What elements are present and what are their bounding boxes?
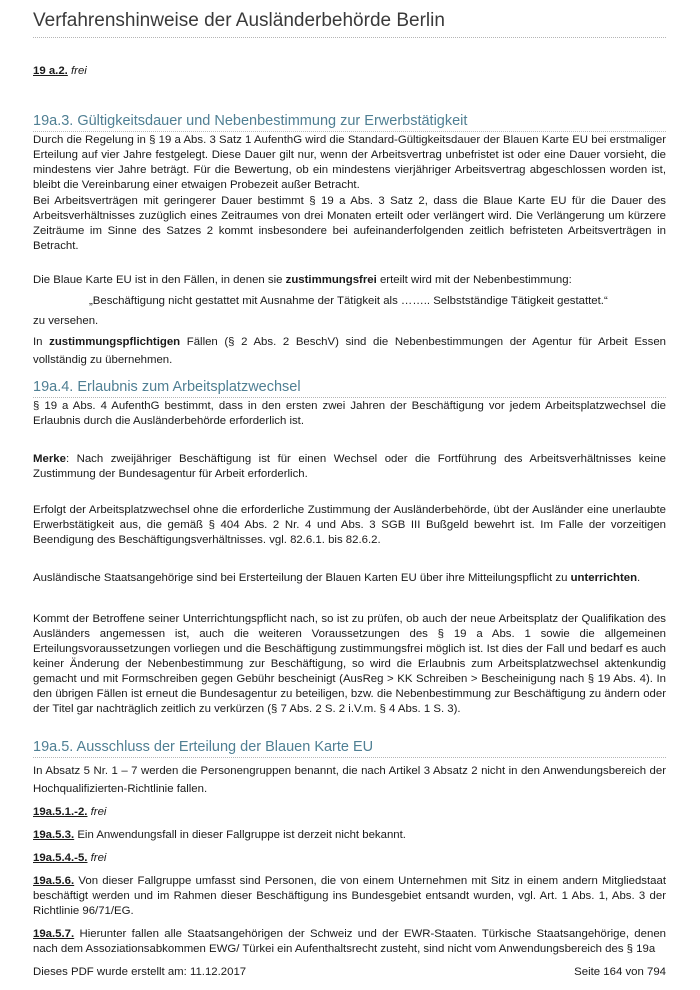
paragraph: zu versehen. xyxy=(33,315,99,327)
paragraph: § 19 a Abs. 4 AufenthG bestimmt, dass in den ersten zwei Jahren der Beschäftigung vor jedem Arbeitsplatzwechsel die Erlaubnis durch die Ausländerbehörde erforderlich ist. xyxy=(33,400,666,427)
paragraph: In zustimmungspflichtigen Fällen (§ 2 Abs. 2 BeschV) sind die Nebenbestimmungen der Agentur für Arbeit Essen vollständig zu übernehmen. xyxy=(33,336,666,366)
list-item: 19a.5.4.-5. frei xyxy=(33,852,107,864)
paragraph: In Absatz 5 Nr. 1 – 7 werden die Personengruppen benannt, die nach Artikel 3 Absatz 2 nicht in den Anwendungsbereich der Hochqualifizierten-Richtlinie fallen. xyxy=(33,765,666,795)
section-19a2 xyxy=(33,64,666,79)
quoted-restriction: „Beschäftigung nicht gestattet mit Ausnahme der Tätigkeit als …….. Selbstständige Tätigkeit gestattet.“ xyxy=(89,295,608,307)
section-number: 19 a.2. xyxy=(33,65,68,77)
paragraph: Ausländische Staatsangehörige sind bei Ersterteilung der Blauen Karten EU über ihre Mitteilungspflicht zu unterrichten. xyxy=(33,572,641,584)
section-heading-19a5: 19a.5. Ausschluss der Erteilung der Blauen Karte EU xyxy=(33,739,666,758)
paragraph: Durch die Regelung in § 19 a Abs. 3 Satz 1 AufenthG wird die Standard-Gültigkeitsdauer der Blauen Karte EU bei erstmaliger Erteilung auf vier Jahre festgelegt. Diese Dauer gilt nur, wenn der Arbeitsvertrag unbefristet ist oder eine Dauer vorsieht, die mindestens vier Jahre beträgt. Für die Bewertung, ob ein mindestens vierjähriger Arbeitsvertrag abgeschlossen worden ist, bleibt die Vereinbarung einer etwaigen Probezeit außer Betracht. xyxy=(33,134,666,191)
section-heading-19a4: 19a.4. Erlaubnis zum Arbeitsplatzwechsel xyxy=(33,379,666,398)
creation-date: Dieses PDF wurde erstellt am: 11.12.2017 xyxy=(33,966,247,978)
document-title: Verfahrenshinweise der Ausländerbehörde Berlin xyxy=(33,10,666,38)
list-item: 19a.5.6. Von dieser Fallgruppe umfasst sind Personen, die von einem Unternehmen mit Sitz in einem andern Mitgliedstaat beschäftigt werden und im Rahmen dieser Beschäftigung ins Bundesgebiet entsandt wurden, vgl. Art. 1 Abs. 1, Abs. 3 der Richtlinie 96/71/EG. xyxy=(33,875,666,917)
paragraph: Erfolgt der Arbeitsplatzwechsel ohne die erforderliche Zustimmung der Ausländerbehörde, übt der Ausländer eine unerlaubte Erwerbstätigkeit aus, die gemäß § 404 Abs. 2 Nr. 4 und Abs. 3 SGB III Bußgeld bewehrt ist. Im Falle der vorzeitigen Beendigung des Beschäftigungsverhältnisses. vgl. 82.6.1. bis 82.6.2. xyxy=(33,504,666,546)
section-text: frei xyxy=(71,65,87,77)
section-heading-19a3: 19a.3. Gültigkeitsdauer und Nebenbestimmung zur Erwerbstätigkeit xyxy=(33,113,666,132)
paragraph: Kommt der Betroffene seiner Unterrichtungspflicht nach, so ist zu prüfen, ob auch der neue Arbeitsplatz der Qualifikation des Ausländers angemessen ist, auch die weiteren Voraussetzungen des § 19 a Abs. 1 sowie die allgemeinen Erteilungsvoraussetzungen vorliegen und die Beschäftigung zustimmungsfrei möglich ist. Ist dies der Fall und bedarf es auch keiner Änderung der Nebenbestimmung zur Beschäftigung, so wird die Erlaubnis zum Arbeitsplatzwechsel aktenkundig gemacht und mit Formschreiben gegen Gebühr bescheinigt (AusReg > KK Schreiben > Bescheinigung nach § 19 Abs. 4). In den übrigen Fällen ist erneut die Bundesagentur zu beteiligen, bzw. die Nebenbestimmung zur Beschäftigung zu ändern oder der Titel gar nachträglich zeitlich zu verkürzen (§ 7 Abs. 2 S. 2 i.V.m. § 4 Abs. 1 S. 3). xyxy=(33,613,666,715)
list-item: 19a.5.1.-2. frei xyxy=(33,806,107,818)
paragraph: Bei Arbeitsverträgen mit geringerer Dauer bestimmt § 19 a Abs. 3 Satz 2, dass die Blaue Karte EU für die Dauer des Arbeitsverhältnisses zuzüglich eines Zeitraumes von drei Monaten erteilt oder verlängert wird. Die Verlängerung um kürzere Zeiträume im Sinne des Satzes 2 kommt insbesondere bei aufeinanderfolgenden zeitlich befristeten Arbeitsverträgen in Betracht. xyxy=(33,195,666,252)
paragraph: Merke: Nach zweijähriger Beschäftigung ist für einen Wechsel oder die Fortführung des Arbeitsverhältnisses keine Zustimmung der Bundesagentur für Arbeit erforderlich. xyxy=(33,453,666,480)
list-item: 19a.5.7. Hierunter fallen alle Staatsangehörigen der Schweiz und der EWR-Staaten. Türkische Staatsangehörige, denen nach dem Assoziationsabkommen EWG/ Türkei ein Aufenthaltsrecht zusteht, sind nicht vom Anwendungsbereich des § 19a xyxy=(33,928,666,955)
paragraph: Die Blaue Karte EU ist in den Fällen, in denen sie zustimmungsfrei erteilt wird mit der Nebenbestimmung: xyxy=(33,274,572,286)
page-footer xyxy=(33,966,666,978)
page-number: Seite 164 von 794 xyxy=(574,966,666,978)
list-item: 19a.5.3. Ein Anwendungsfall in dieser Fallgruppe ist derzeit nicht bekannt. xyxy=(33,829,406,841)
